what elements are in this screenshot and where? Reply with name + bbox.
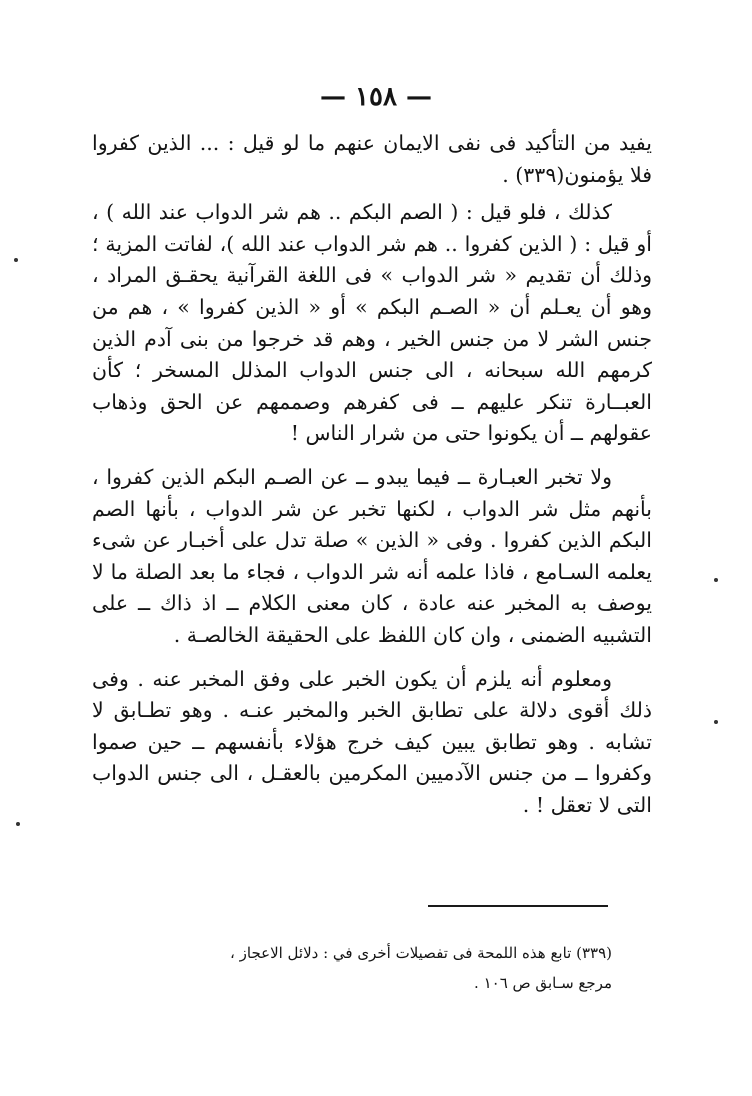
footnote-separator <box>428 905 608 907</box>
footnote-line-1: (٣٣٩) تابع هذه اللمحة فى تفصيلات أخرى في : دلائل الاعجاز ، <box>230 944 612 962</box>
footnote-line-2: مرجع سـابق ص ١٠٦ . <box>474 974 612 992</box>
scan-speck <box>16 822 20 826</box>
paragraph-2: كذلك ، فلو قيل : ( الصم البكم .. هم شر الدواب عند الله ) ، أو قيل : ( الذين كفروا .. هم شر الدواب عند الله )، لفاتت المزية ؛ وذلك أن تقديم « شر الدواب » فى اللغة القرآنية يحقـق المراد ، وهو أن يعـلم أن « الصـم البكم » أو « الذين كفروا » ، هم من جنس الشر لا من جنس الخير ، وهم قد خرجوا من بنى آدم الذين كرمهم الله سبحانه ، الى جنس الدواب المذلل المسخر ؛ كأن العبــارة تنكر عليهم ــ فى كفرهم وصممهم عن الحق وذهاب عقولهم ــ أن يكونوا حتى من شرار الناس ! <box>92 200 652 446</box>
scan-speck <box>14 258 18 262</box>
paragraph-4: ومعلوم أنه يلزم أن يكون الخبر على وفق المخبر عنه . وفى ذلك أقوى دلالة على تطابق الخبر والمخبر عنـه . وهو تطـابق لا تشابه . وهو تطابق يبين كيف خرج هؤلاء بأنفسهم ــ حين صموا وكفروا ــ من جنس الآدميين المكرمين بالعقـل ، الى جنس الدواب التى لا تعقل ! . <box>92 666 652 817</box>
paragraph-3: ولا تخبر العبـارة ــ فيما يبدو ــ عن الصـم البكم الذين كفروا ، بأنهم مثل شر الدواب ، لكنها تخبر عن شر الدواب ، بأنها الصم البكم الذين كفروا . وفى « الذين » صلة تدل على أخبـار عن شىء يعلمه السـامع ، فاذا علمه أنه شر الدواب ، فجاء ما بعد الصلة ما لا يوصف به المخبر عنه عادة ، كان معنى الكلام ــ اذ ذاك ــ على التشبيه الضمنى ، وان كان اللفظ على الحقيقة الخالصـة . <box>92 464 652 647</box>
paragraph-1: يفيد من التأكيد فى نفى الايمان عنهم ما لو قيل : ... الذين كفروا فلا يؤمنون(٣٣٩) . <box>92 131 652 187</box>
footnote <box>92 938 612 998</box>
body-text <box>92 128 652 821</box>
scan-speck <box>714 720 718 724</box>
scan-speck <box>714 578 718 582</box>
page-number: — ١٥٨ — <box>319 82 433 112</box>
